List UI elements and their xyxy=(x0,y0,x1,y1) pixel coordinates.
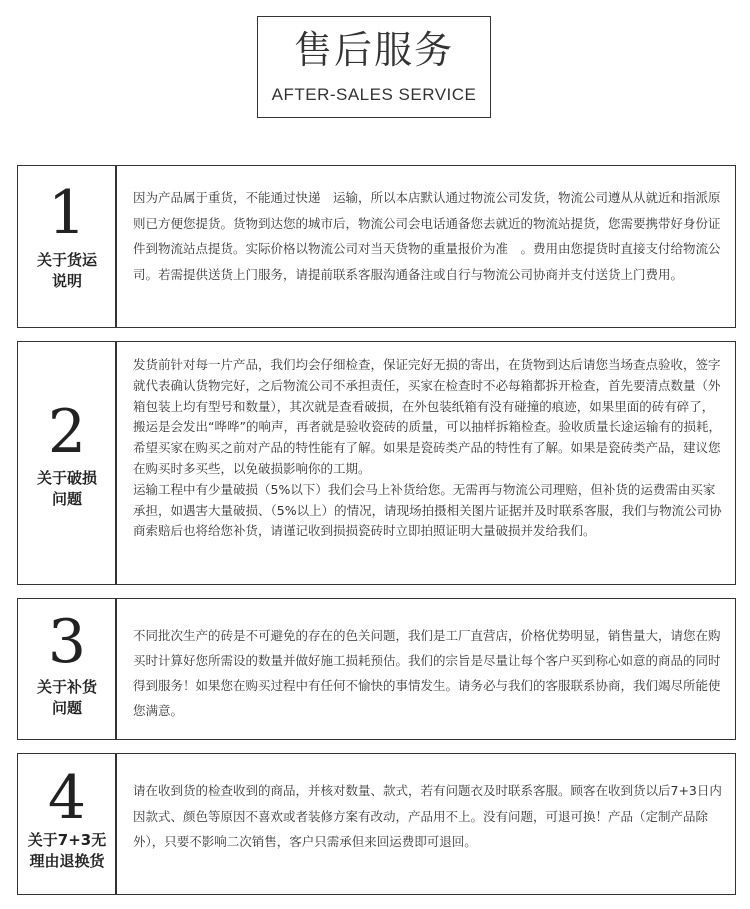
section-title xyxy=(18,468,116,510)
divider xyxy=(115,166,117,327)
section-title-line2: 理由退换货 xyxy=(29,852,105,870)
section-label xyxy=(18,166,116,327)
divider xyxy=(115,599,117,739)
section-body xyxy=(133,355,723,542)
header-box xyxy=(257,16,491,118)
section-paragraph: 运输工程中有少量破损（5%以下）我们会马上补货给您。无需再与物流公司理赔，但补货的运费需由买家承担，如遇害大量破损、（5%以上）的情况，请现场拍摄相关图片证据并及时联系客服，我们与物流公司协商索赔后也将给您补货，请谨记收到损损瓷砖时立即拍照证明大量破损并发给我们。 xyxy=(133,481,722,539)
section-damage xyxy=(17,341,736,585)
section-title xyxy=(18,677,116,719)
section-number: 3 xyxy=(47,607,87,677)
section-body xyxy=(133,778,723,855)
section-label xyxy=(18,599,116,739)
section-title-line1: 关于破损 xyxy=(36,469,97,487)
divider xyxy=(115,754,117,894)
section-title-line1: 关于7+3无 xyxy=(27,831,107,849)
section-title xyxy=(18,830,116,872)
section-shipping xyxy=(17,165,736,328)
section-label xyxy=(18,342,116,584)
section-title-line2: 问题 xyxy=(51,699,82,717)
section-paragraph: 发货前针对每一片产品，我们均会仔细检查，保证完好无损的寄出，在货物到达后请您当场查点验收，签字就代表确认货物完好，之后物流公司不承担责任，买家在检查时不必每箱都拆开检查，首先要清点数量（外箱包装上均有型号和数量），其次就是查看破损，在外包装纸箱有没有碰撞的痕迹，如果里面的砖有碎了，搬运是会发出“哗哗”的响声，再者就是验收瓷砖的质量，可以抽样拆箱检查。验收质量长途运输有的损耗，希望买家在购买之前对产品的特性能有了解。如果是瓷砖类产品的特性有了解。如果是瓷砖类产品，建议您在购买时多买些，以免破损影响你的工期。 xyxy=(133,357,721,476)
divider xyxy=(115,342,117,584)
section-title-line1: 关于货运 xyxy=(36,251,97,269)
section-body xyxy=(133,185,723,287)
section-paragraph: 因为产品属于重货，不能通过快递 运输，所以本店默认通过物流公司发货，物流公司遵从从就近和指派原则已方便您提货。货物到达您的城市后，物流公司会电话通备您去就近的物流站提货，您需要携带好身份证件到物流站点提货。实际价格以物流公司对当天货物的重量报价为准 。费用由您提货时直接支付给物流公司。若需提供送货上门服务，请提前联系客服沟通备注或自行与物流公司协商并支付送货上门费用。 xyxy=(133,190,721,282)
section-paragraph: 请在收到货的检查收到的商品，并核对数量、款式，若有问题衣及时联系客服。顾客在收到货以后7+3日内因款式、颜色等原因不喜欢或者装修方案有改动，产品用不上。没有问题，可退可换！产品（定制产品除外），只要不影响二次销售，客户只需承但来回运费即可退回。 xyxy=(133,783,722,849)
section-number: 2 xyxy=(47,397,87,467)
section-restock xyxy=(17,598,736,740)
page-subtitle: AFTER-SALES SERVICE xyxy=(271,85,477,104)
section-title xyxy=(18,250,116,292)
section-number: 4 xyxy=(47,763,87,833)
section-body xyxy=(133,623,723,723)
section-title-line1: 关于补货 xyxy=(36,678,97,696)
section-title-line2: 问题 xyxy=(51,490,82,508)
section-label xyxy=(18,754,116,894)
section-returns xyxy=(17,753,736,895)
page-title: 售后服务 xyxy=(293,28,454,72)
section-title-line2: 说明 xyxy=(51,272,82,290)
section-number: 1 xyxy=(47,178,87,248)
section-paragraph: 不同批次生产的砖是不可避免的存在的色关问题，我们是工厂直营店，价格优势明显，销售量大，请您在购买时计算好您所需设的数量并做好施工损耗预估。我们的宗旨是尽量让每个客户买到称心如意的商品的同时得到服务！如果您在购买过程中有任何不愉快的事情发生。请务必与我们的客服联系协商，我们竭尽所能使您满意。 xyxy=(133,628,721,718)
